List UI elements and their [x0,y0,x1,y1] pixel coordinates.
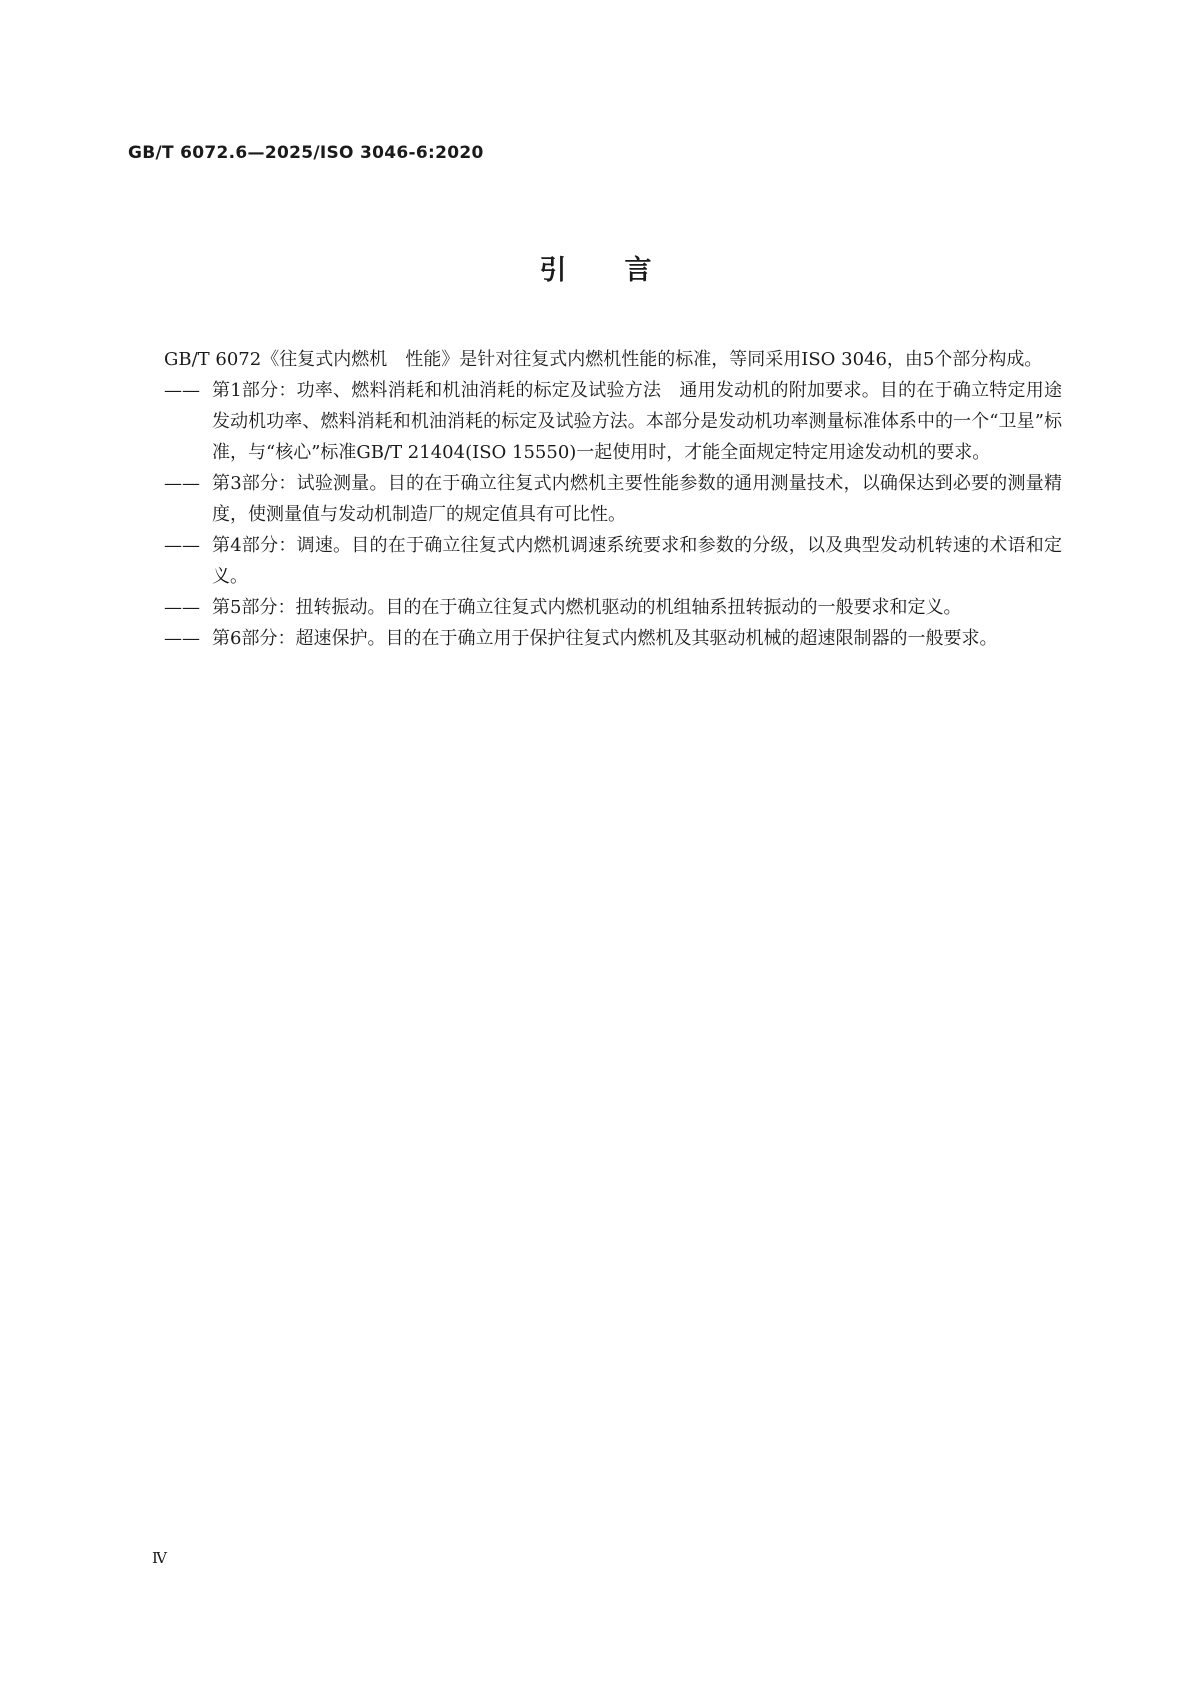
list-item-text: 第4部分：调速。目的在于确立往复式内燃机调速系统要求和参数的分级，以及典型发动机转速的术语和定义。 [212,535,1062,587]
intro-paragraph: GB/T 6072《往复式内燃机 性能》是针对往复式内燃机性能的标准，等同采用ISO 3046，由5个部分构成。 [164,349,1043,370]
list-item [128,592,1062,623]
list-item [128,468,1062,530]
document-header: GB/T 6072.6—2025/ISO 3046-6:2020 [128,143,484,163]
page-number: Ⅳ [152,1549,167,1567]
list-dash: —— [164,535,200,556]
list-item [128,530,1062,592]
list-item [128,375,1062,468]
list-item-text: 第6部分：超速保护。目的在于确立用于保护往复式内燃机及其驱动机械的超速限制器的一般要求。 [212,628,998,649]
list-item [128,623,1062,654]
list-item-text: 第5部分：扭转振动。目的在于确立往复式内燃机驱动的机组轴系扭转振动的一般要求和定义。 [212,597,962,618]
list-dash: —— [164,628,200,649]
list-item-text: 第3部分：试验测量。目的在于确立往复式内燃机主要性能参数的通用测量技术，以确保达到必要的测量精度，使测量值与发动机制造厂的规定值具有可比性。 [212,473,1062,525]
parts-list [128,375,1062,654]
list-dash: —— [164,380,200,401]
introduction-body [128,344,1062,654]
section-title: 引言 [539,255,710,286]
list-item-text: 第1部分：功率、燃料消耗和机油消耗的标定及试验方法 通用发动机的附加要求。目的在于确立特定用途发动机功率、燃料消耗和机油消耗的标定及试验方法。本部分是发动机功率测量标准体系中的一个“卫星”标准，与“核心”标准GB/T 21404(ISO 15550)一起使用时，才能全面规定特定用途发动机的要求。 [212,380,1062,463]
list-dash: —— [164,597,200,618]
list-dash: —— [164,473,200,494]
